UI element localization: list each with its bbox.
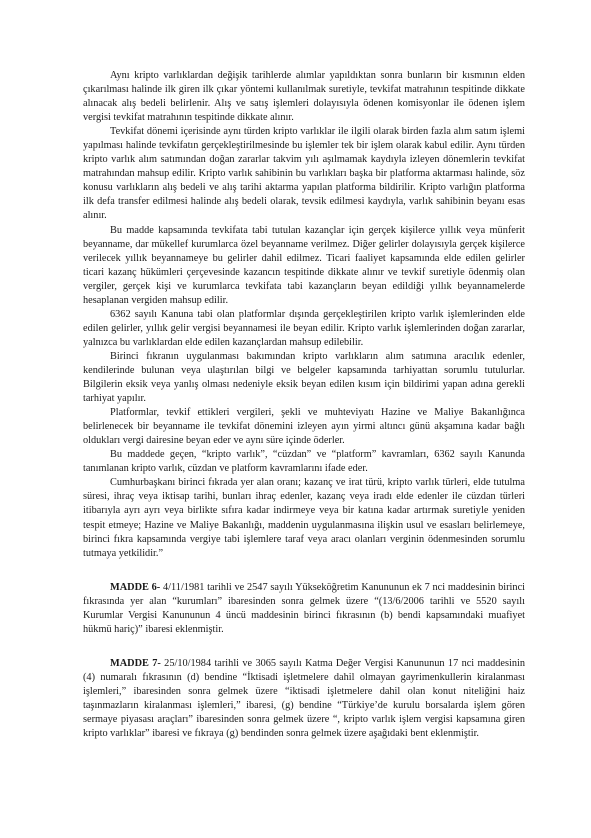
article-label: MADDE 6-	[110, 581, 161, 593]
article-7	[83, 657, 525, 741]
article-6	[83, 581, 525, 637]
paragraph: Birinci fıkranın uygulanması bakımından kripto varlıkların alım satımına aracılık edenler, kendilerinde bulunan veya ulaştırılan bilgi ve belgeler kapsamında tarhiyattan sorumlu tutulurlar. Bilgilerin eksik veya yanlış olması nedeniyle eksik beyan edilen kısım için bildirimi yapan adına gerekli tarhiyat yapılır.	[83, 350, 525, 405]
paragraph: Cumhurbaşkanı birinci fıkrada yer alan oranı; kazanç ve irat türü, kripto varlık türleri, elde tutulma süresi, ihraç veya iktisap tarihi, bunları ihraç edenler, kazanç veya iradı elde edenler ile cüzdan türleri itibarıyla ayrı ayrı veya birlikte sıfıra kadar indirmeye veya bir katına kadar artırmak suretiyle yeniden tespit etmeye; Hazine ve Maliye Bakanlığı, maddenin uygulanmasına ilişkin usul ve esasları belirlemeye, birinci fıkra kapsamında vergiye tabi işlemlere taraf veya aracı olanları verginin ödenmesinden sorumlu tutmaya yetkilidir.”	[83, 477, 525, 559]
spacer	[83, 637, 525, 657]
paragraph: Tevkifat dönemi içerisinde aynı türden kripto varlıklar ile ilgili olarak birden fazla alım satım işlemi yapılması halinde tevkifatın gerçekleştirilmesinde bu işlemler tek bir işlem olarak kabul edilir. Aynı türden kripto varlık alım satımından doğan zararlar takvim yılı aşılmamak kaydıyla izleyen dönemlerin tevkifat matrahından mahsup edilir. Kripto varlık sahibinin bu varlıkları başka bir platforma aktarması halinde, söz konusu varlıkların alış bedeli ve alış tarihi aktarma yapılan platforma bildirilir. Kripto varlığın platforma ilk defa transfer edilmesi halinde alış bedeli olarak, tevsik edilmesi kaydıyla, varlık sahibinin beyanı esas alınır.	[83, 126, 525, 222]
paragraph: Platformlar, tevkif ettikleri vergileri, şekli ve muhteviyatı Hazine ve Maliye Bakanlığınca belirlenecek bir beyanname ile tevkifat dönemini izleyen ayın yirmi altıncı günü akşamına kadar bağlı oldukları vergi dairesine beyan eder ve aynı süre içinde öderler.	[83, 407, 525, 447]
spacer	[83, 561, 525, 581]
article-text: 25/10/1984 tarihli ve 3065 sayılı Katma Değer Vergisi Kanununun 17 nci maddesinin (4) numaralı fıkrasının (d) bendine “İktisadi işletmelere dahil olmayan gayrimenkullerin kiralanması işlemleri,” ibaresinden sonra gelmek üzere “iktisadi işletmelere dahil olan konut niteliğini haiz taşınmazların kiralanması işlemleri,” ibaresi, (g) bendine “Türkiye’de kurulu borsalarda işlem gören sermaye piyasası araçları” ibaresinden sonra gelmek üzere “, kripto varlık işlem vergisi kapsamına giren kripto varlıklar” ibaresi ve fıkraya (g) bendinden sonra gelmek üzere aşağıdaki bent eklenmiştir.	[83, 657, 525, 740]
article-text: 4/11/1981 tarihli ve 2547 sayılı Yükseköğretim Kanununun ek 7 nci maddesinin birinci fıkrasında yer alan “kurumları” ibaresinden sonra gelmek üzere “(13/6/2006 tarihli ve 5520 sayılı Kurumlar Vergisi Kanununun 4 üncü maddesinin birinci fıkrasının (b) bendi kapsamındaki muafiyet hükmü hariç)” ibaresi eklenmiştir.	[83, 581, 525, 635]
paragraph: Aynı kripto varlıklardan değişik tarihlerde alımlar yapıldıktan sonra bunların bir kısmının elden çıkarılması halinde ilk giren ilk çıkar yöntemi kullanılmak suretiyle, tevkifat matrahının tespitinde dikkate alınacak alış bedeli belirlenir. Alış ve satış işlemleri dolayısıyla ödenen komisyonlar ile ödenen işlem vergisi tevkifat matrahının tespitinde dikkate alınır.	[83, 70, 525, 124]
article-label: MADDE 7-	[110, 657, 161, 669]
paragraph: 6362 sayılı Kanuna tabi olan platformlar dışında gerçekleştirilen kripto varlık işlemlerinden elde edilen gelirler, yıllık gelir vergisi beyannamesi ile beyan edilir. Kripto varlık işlemlerinden doğan zararlar, yalnızca bu varlıklardan elde edilen kazançlardan mahsup edilebilir.	[83, 308, 525, 348]
paragraph: Bu maddede geçen, “kripto varlık”, “cüzdan” ve “platform” kavramları, 6362 sayılı Kanunda tanımlanan kripto varlık, cüzdan ve platform kavramlarını ifade eder.	[83, 449, 525, 475]
paragraph: Bu madde kapsamında tevkifata tabi tutulan kazançlar için gerçek kişilerce yıllık veya münferit beyanname, dar mükellef kurumlarca özel beyanname verilmez. Diğer gelirler dolayısıyla gerçek kişilerce verilecek yıllık beyannameye bu gelirler dahil edilmez. Ticari faaliyet kapsamında elde edilen gelirler ticari kazanç hükümleri çerçevesinde kazancın tespitinde dikkate alınır ve tevkif suretiyle ödenmiş olan vergiler, gerçek kişi ve kurumlarca tevkifata tabi kazançların beyan edildiği yıllık beyannamelerde hesaplanan vergiden mahsup edilir.	[83, 224, 525, 306]
